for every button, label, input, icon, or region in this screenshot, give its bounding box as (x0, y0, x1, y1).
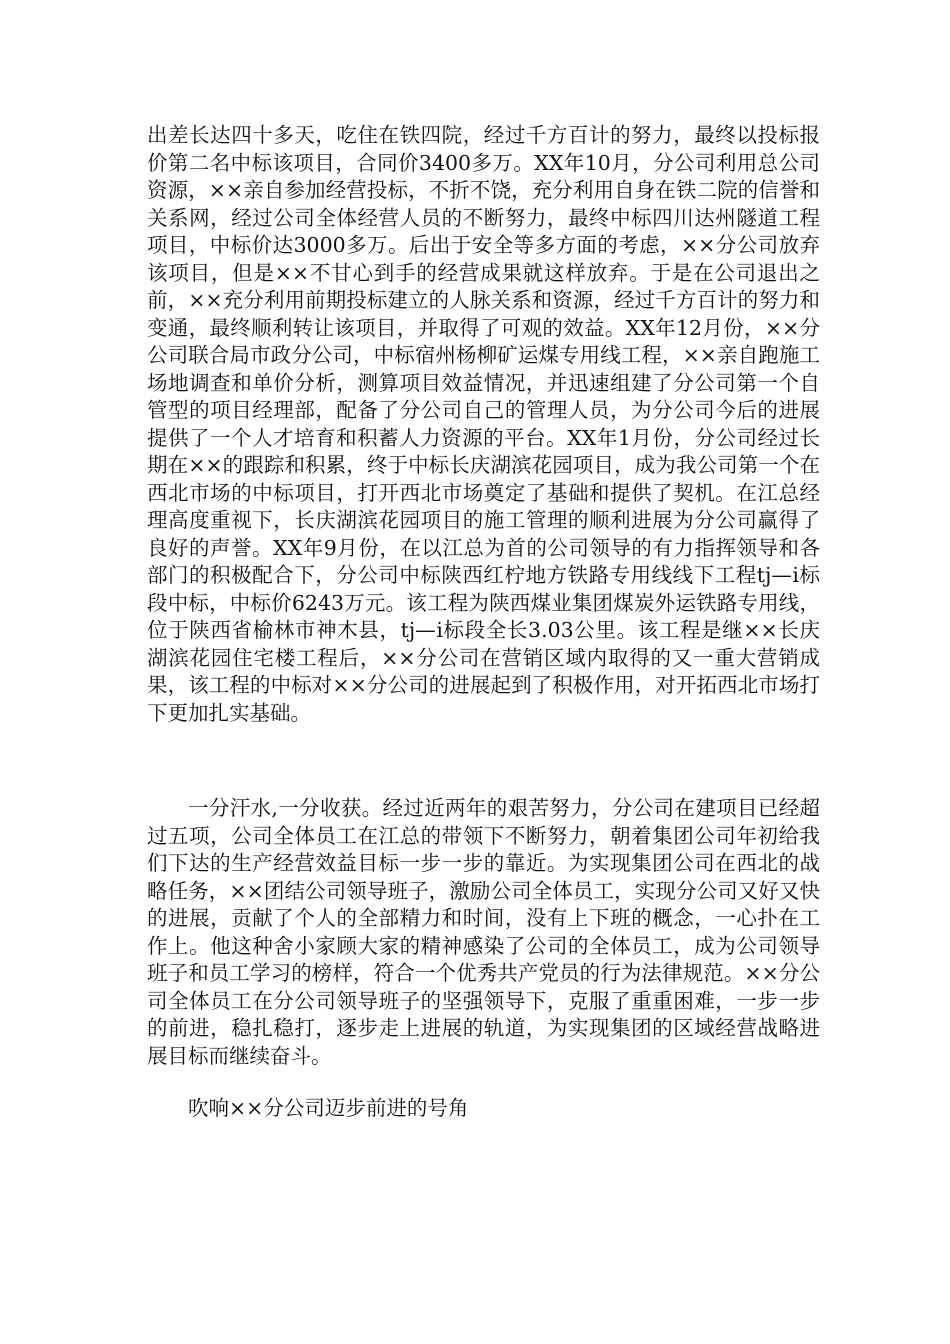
body-paragraph-2: 一分汗水,一分收获。经过近两年的艰苦努力，分公司在建项目已经超过五项，公司全体员工在江总的带领下不断努力，朝着集团公司年初给我们下达的生产经营效益目标一步一步的靠近。为实现集团公司在西北的战略任务，××团结公司领导班子，激励公司全体员工，实现分公司又好又快的进展，贡献了个人的全部精力和时间，没有上下班的概念，一心扑在工作上。他这种舍小家顾大家的精神感染了公司的全体员工，成为公司领导班子和员工学习的榜样，符合一个优秀共产党员的行为法律规范。××分公司全体员工在分公司领导班子的坚强领导下，克服了重重困难，一步一步的前进，稳扎稳打，逐步走上进展的轨道，为实现集团的区域经营战略进展目标而继续奋斗。 (147, 796, 820, 1068)
section-heading: 吹响××分公司迈步前进的号角 (188, 1096, 469, 1120)
body-paragraph-1: 出差长达四十多天，吃住在铁四院，经过千方百计的努力，最终以投标报价第二名中标该项目，合同价3400多万。XX年10月，分公司利用总公司资源，××亲自参加经营投标，不折不饶，充分利用自身在铁二院的信誉和关系网，经过公司全体经营人员的不断努力，最终中标四川达州隧道工程项目，中标价达3000多万。后出于安全等多方面的考虑，××分公司放弃该项目，但是××不甘心到手的经营成果就这样放弃。于是在公司退出之前，××充分利用前期投标建立的人脉关系和资源，经过千方百计的努力和变通，最终顺利转让该项目，并取得了可观的效益。XX年12月份，××分公司联合局市政分公司，中标宿州杨柳矿运煤专用线工程，××亲自跑施工场地调查和单价分析，测算项目效益情况，并迅速组建了分公司第一个自管型的项目经理部，配备了分公司自己的管理人员，为分公司今后的进展提供了一个人才培育和积蓄人力资源的平台。XX年1月份，分公司经过长期在××的跟踪和积累，终于中标长庆湖滨花园项目，成为我公司第一个在西北市场的中标项目，打开西北市场奠定了基础和提供了契机。在江总经理高度重视下，长庆湖滨花园项目的施工管理的顺利进展为分公司赢得了良好的声誉。XX年9月份，在以江总为首的公司领导的有力指挥领导和各部门的积极配合下，分公司中标陕西红柠地方铁路专用线线下工程tj—ⅰ标段中标，中标价6243万元。该工程为陕西煤业集团煤炭外运铁路专用线，位于陕西省榆林市神木县，tj—ⅰ标段全长3.03公里。该工程是继××长庆湖滨花园住宅楼工程后，××分公司在营销区域内取得的又一重大营销成果，该工程的中标对××分公司的进展起到了积极作用，对开拓西北市场打下更加扎实基础。 (147, 123, 820, 725)
